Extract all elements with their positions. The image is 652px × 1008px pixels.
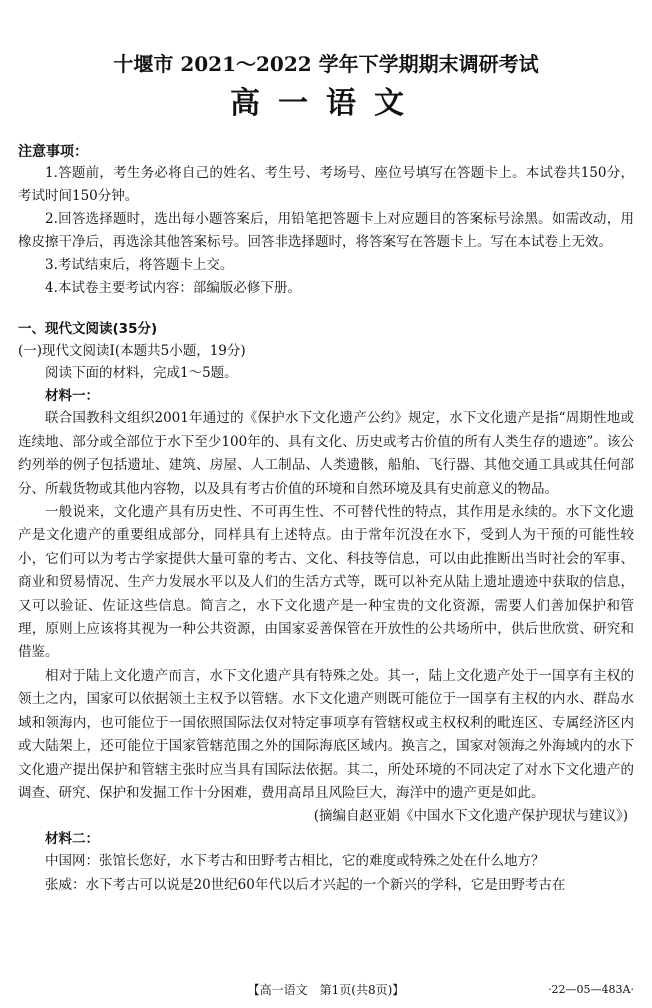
reading-instruction: 阅读下面的材料，完成1～5题。 <box>45 365 238 381</box>
material-1-label: 材料一： <box>45 388 99 405</box>
subsection-heading: (一)现代文阅读Ⅰ(本题共5小题，19分) <box>18 343 246 359</box>
notice-list <box>18 162 634 300</box>
notice-item-1: 1.答题前，考生务必将自己的姓名、考生号、考场号、座位号填写在答题卡上。本试卷共150分，考试时间150分钟。 <box>18 165 634 204</box>
dialogue-line: 中国网：张馆长您好，水下考古和田野考古相比，它的难度或特殊之处在什么地方？ <box>45 853 545 870</box>
notice-item-4: 4.本试卷主要考试内容：部编版必修下册。 <box>45 280 301 296</box>
notice-item-2: 2.回答选择题时，选出每小题答案后，用铅笔把答题卡上对应题目的答案标号涂黑。如需改动，用橡皮擦干净后，再选涂其他答案标号。回答非选择题时，将答案写在答题卡上。写在本试卷上无效。 <box>18 211 634 250</box>
passage-paragraph: 相对于陆上文化遗产而言，水下文化遗产具有特殊之处。其一，陆上文化遗产处于一国享有主权的领土之内，国家可以依据领土主权予以管辖。水下文化遗产则既可能位于一国享有主权的内水、群岛水域和领海内，也可能位于一国依照国际法仅对特定事项享有管辖权或主权权利的毗连区、专属经济区内或大陆架上，还可能位于国家管辖范围之外的国际海底区域内。换言之，国家对领海之外海域内的水下文化遗产提出保护和管辖主张时应当具有国际法依据。其二，所处环境的不同决定了对水下文化遗产的调查、研究、保护和发掘工作十分困难，费用高昂且风险巨大，海洋中的遗产更是如此。 <box>18 667 634 801</box>
exam-code: ·22—05—483A· <box>548 983 634 996</box>
notice-item-3: 3.考试结束后，将答题卡上交。 <box>45 257 234 273</box>
passage-paragraph: 联合国教科文组织2001年通过的《保护水下文化遗产公约》规定，水下文化遗产是指“周期性地或连续地、部分或全部位于水下至少100年的、具有文化、历史或考古价值的所有人类生存的遗迹”。该公约列举的例子包括遗址、建筑、房屋、人工制品、人类遗骸，船舶、飞行器、其他交通工具或其任何部分、所载货物或其他内容物，以及具有考古价值的环境和自然环境及具有史前意义的物品。 <box>18 410 634 497</box>
dialogue-line: 张威：水下考古可以说是20世纪60年代以后才兴起的一个新兴的学科，它是田野考古在 <box>45 876 566 893</box>
page-number: 【高一语文 第1页(共8页)】 <box>247 983 405 997</box>
material-2-label: 材料二： <box>45 831 99 848</box>
exam-title: 十堰市 2021～2022 学年下学期期末调研考试 <box>113 52 539 76</box>
section-heading: 一、现代文阅读(35分) <box>18 321 158 337</box>
passage-paragraph: 一般说来，文化遗产具有历史性、不可再生性、不可替代性的特点，其作用是永续的。水下文化遗产是文化遗产的重要组成部分，同样具有上述特点。由于常年沉没在水下，受到人为干预的可能性较小，它们可以为考古学家提供大量可靠的考古、文化、科技等信息，可以由此推断出当时社会的军事、商业和贸易情况、生产力发展水平以及人们的生活方式等，既可以补充从陆上遗址遗迹中获取的信息，又可以验证、佐证这些信息。简言之，水下文化遗产是一种宝贵的文化资源，需要人们善加保护和管理，原则上应该将其视为一种公共资源，由国家妥善保管在开放性的公共场所中，供后世欣赏、研究和借鉴。 <box>18 504 634 661</box>
subject-title: 高一语文 <box>230 86 422 121</box>
notice-heading: 注意事项： <box>18 144 88 160</box>
passage-source: (摘编自赵亚娟《中国水下文化遗产保护现状与建议》) <box>313 808 628 825</box>
